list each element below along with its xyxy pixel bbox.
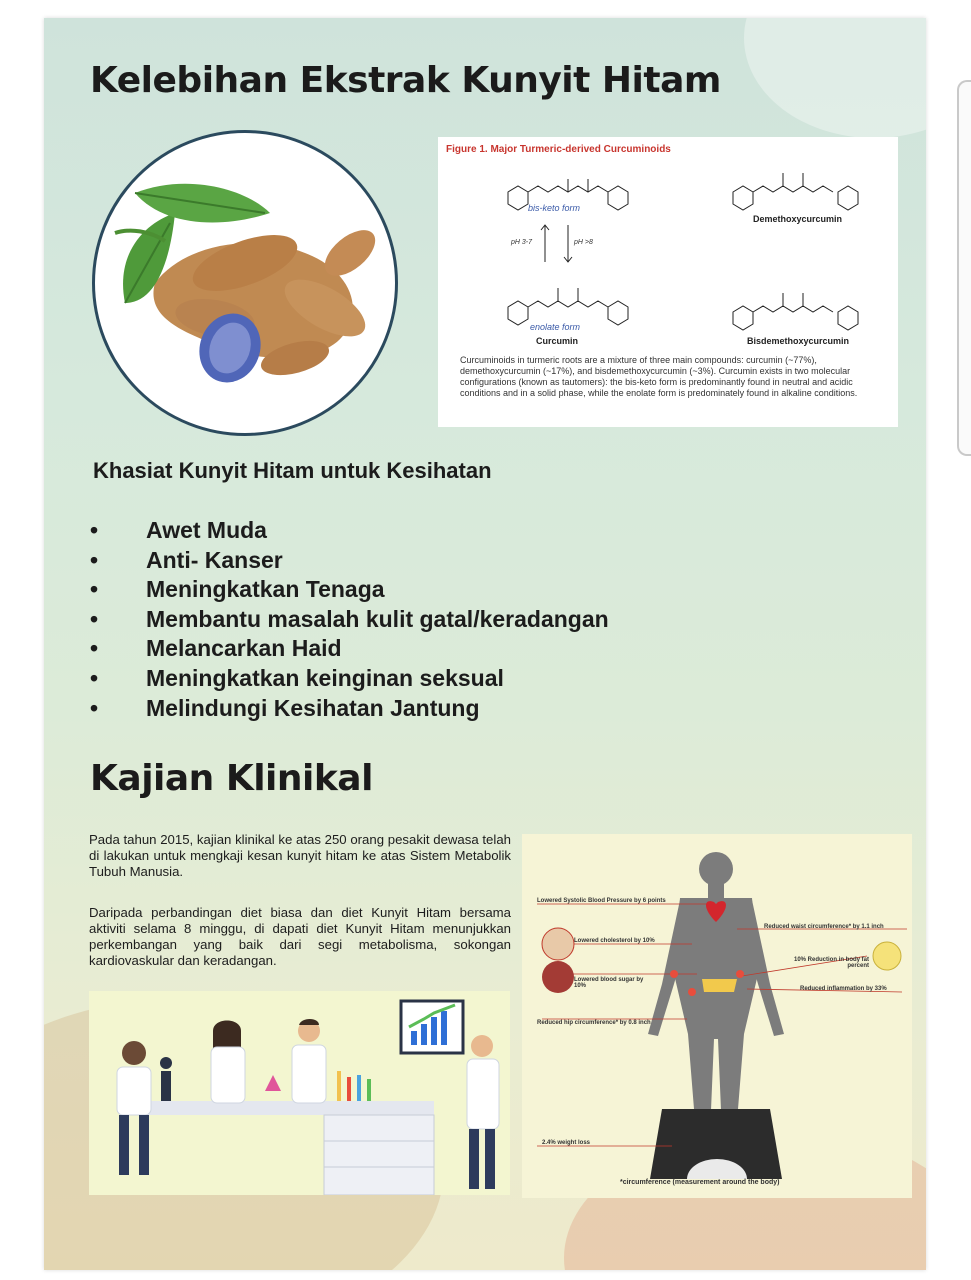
list-item <box>90 546 609 576</box>
bullet: • <box>90 546 99 573</box>
benefit-text: Meningkatkan keinginan seksual <box>146 664 504 691</box>
benefit-text: Meningkatkan Tenaga <box>146 576 385 603</box>
infographic-label: Reduced waist circumference* by 1.1 inch <box>764 924 884 930</box>
bullet: • <box>90 664 99 691</box>
benefit-text: Anti- Kanser <box>146 546 283 573</box>
list-item <box>90 664 609 694</box>
bullet: • <box>90 635 99 662</box>
artery-icon <box>542 928 574 960</box>
page-title: Kelebihan Ekstrak Kunyit Hitam <box>90 60 721 101</box>
benefits-list <box>90 516 609 723</box>
tape-measure-icon <box>702 979 737 992</box>
figure-title: Figure 1. Major Turmeric-derived Curcuminoids <box>446 144 671 155</box>
bisdemethoxy-label: Bisdemethoxycurcumin <box>747 336 850 346</box>
clinical-paragraph-1: Pada tahun 2015, kajian klinikal ke atas 250 orang pesakit dewasa telah di lakukan untuk mengkaji kesan kunyit hitam ke atas Sistem Metabolik Tubuh Manusia. <box>89 832 511 879</box>
monitor-chart-icon <box>401 1001 463 1053</box>
bullet: • <box>90 517 99 543</box>
infographic-label: 2.4% weight loss <box>542 1140 591 1146</box>
list-item <box>90 575 609 605</box>
list-item <box>90 634 609 664</box>
bullet: • <box>90 694 99 721</box>
infographic-footnote: *circumference (measurement around the body) <box>620 1179 780 1186</box>
infographic-label: Lowered cholesterol by 10% <box>574 938 655 944</box>
body-infographic <box>522 834 912 1198</box>
benefit-text: Awet Muda <box>146 517 267 543</box>
scrollbar[interactable] <box>957 80 971 456</box>
curcumin-label: Curcumin <box>536 336 579 346</box>
section-title: Kajian Klinikal <box>90 758 373 799</box>
infographic-label: Reduced inflammation by 33% <box>800 986 887 992</box>
benefit-text: Melindungi Kesihatan Jantung <box>146 694 480 721</box>
infographic-label: Lowered Systolic Blood Pressure by 6 points <box>537 898 666 904</box>
turmeric-illustration <box>92 130 398 436</box>
scale-icon <box>650 1109 782 1179</box>
infographic-label: 10% Reduction in body fat percent <box>793 957 869 969</box>
lab-illustration <box>89 991 510 1195</box>
list-item <box>90 516 609 546</box>
clinical-paragraph-2: Daripada perbandingan diet biasa dan diet Kunyit Hitam bersama aktiviti selama 8 minggu, di dapati diet Kunyit Hitam menunjukkan perkembangan yang baik dari segi metabolisma, sokongan kardiovaskular dan keradangan. <box>89 905 511 968</box>
ph-right-label: pH >8 <box>574 239 593 246</box>
molecule-structures <box>438 137 898 352</box>
benefits-heading: Khasiat Kunyit Hitam untuk Kesihatan <box>93 458 492 483</box>
demethoxy-label: Demethoxycurcumin <box>753 214 843 224</box>
list-item <box>90 694 609 724</box>
blood-cells-icon <box>542 961 574 993</box>
infographic-label: Reduced hip circumference* by 0.8 inch <box>537 1020 651 1026</box>
benefit-text: Membantu masalah kulit gatal/keradangan <box>146 605 609 632</box>
benefit-text: Melancarkan Haid <box>146 635 342 662</box>
fat-cell-icon <box>873 942 901 970</box>
document-page <box>44 18 926 1270</box>
list-item <box>90 605 609 635</box>
lab-table-icon <box>134 1101 434 1195</box>
background-swirl <box>744 18 926 138</box>
bullet: • <box>90 576 99 603</box>
ph-left-label: pH 3-7 <box>511 239 533 246</box>
figure-caption: Curcuminoids in turmeric roots are a mixture of three main compounds: curcumin (~77%), demethoxycurcumin (~17%), and bisdemethoxycurcumin (~3%). Curcumin exists in two molecular configurations (known as tautomers): the bis-keto form is predominantly found in neutral and acidic conditions and in a solid phase, while the enolate form is predominately found in alkaline conditions. <box>460 355 858 398</box>
infographic-label: Lowered blood sugar by 10% <box>574 977 644 989</box>
enolate-label: enolate form <box>530 322 581 332</box>
human-body-icon <box>648 852 784 1134</box>
curcuminoids-figure <box>438 137 898 427</box>
bullet: • <box>90 605 99 632</box>
bis-keto-label: bis-keto form <box>528 203 581 213</box>
lab-equipment-icon <box>160 1057 371 1101</box>
turmeric-root-icon <box>153 221 383 391</box>
